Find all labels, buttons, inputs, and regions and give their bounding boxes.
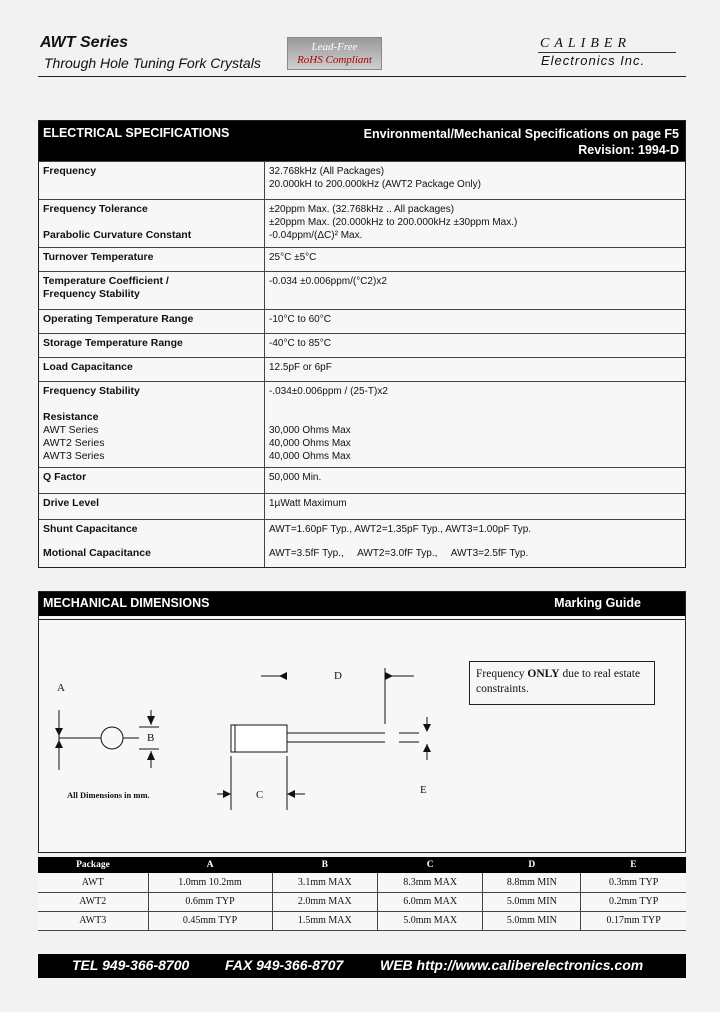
spec-label-line: Resistance [43, 411, 99, 423]
spec-label: Drive Level [39, 494, 265, 519]
cell-e: 0.2mm TYP [581, 892, 686, 911]
spec-label-line: Temperature Coefficient / [43, 275, 169, 287]
cell-c: 5.0mm MAX [377, 911, 482, 930]
marking-note-only: ONLY [527, 668, 560, 680]
spec-value: -40°C to 85°C [269, 338, 331, 349]
table-row [38, 911, 686, 930]
marking-guide-title: Marking Guide [554, 596, 641, 610]
cell-c: 8.3mm MAX [377, 873, 482, 892]
spec-value-line: AWT=1.60pF Typ., AWT2=1.35pF Typ., AWT3=1.00pF Typ. [269, 524, 532, 535]
dim-label-a: A [57, 682, 65, 694]
cell-d: 8.8mm MIN [483, 873, 581, 892]
mechanical-dimensions-panel [38, 591, 686, 853]
spec-row-load [39, 357, 685, 381]
cell-b: 3.1mm MAX [272, 873, 377, 892]
spec-row-drive [39, 493, 685, 519]
spec-label-line: Motional Capacitance [43, 547, 151, 559]
cell-a: 0.45mm TYP [148, 911, 272, 930]
all-dimensions-note: All Dimensions in mm. [67, 790, 150, 800]
spec-header-right [364, 126, 679, 158]
spec-row-turnover [39, 247, 685, 271]
spec-title: ELECTRICAL SPECIFICATIONS [43, 126, 230, 140]
dim-label-e: E [420, 784, 427, 796]
spec-value-line: -0.04ppm/(ΔC)² Max. [269, 230, 363, 241]
spec-value: 1µWatt Maximum [269, 498, 347, 509]
spec-header [39, 121, 685, 161]
footer-fax: FAX 949-366-8707 [225, 957, 344, 973]
brand-subtitle: Electronics Inc. [541, 53, 646, 68]
electrical-spec-table [38, 120, 686, 568]
dimension-header-row [38, 857, 686, 873]
spec-value [265, 520, 685, 567]
dim-label-d: D [334, 670, 342, 682]
spec-row-capacitance [39, 519, 685, 567]
cell-d: 5.0mm MIN [483, 892, 581, 911]
marking-note [469, 661, 655, 705]
badge-rohs: RoHS Compliant [297, 54, 372, 66]
spec-value [265, 200, 685, 247]
spec-value [265, 382, 685, 467]
rohs-badge [287, 37, 382, 70]
spec-value-line: 20.000kH to 200.000kHz (AWT2 Package Only) [269, 179, 481, 190]
contact-footer [38, 954, 686, 978]
spec-label-line: Parabolic Curvature Constant [43, 229, 192, 241]
cell-e: 0.17mm TYP [581, 911, 686, 930]
mech-title: MECHANICAL DIMENSIONS [43, 596, 210, 610]
table-row [38, 873, 686, 892]
spec-row-qfactor [39, 467, 685, 493]
spec-label-line: Frequency Tolerance [43, 203, 148, 215]
spec-value-line: 30,000 Ohms Max [269, 425, 351, 436]
spec-label: Storage Temperature Range [39, 334, 265, 357]
crystal-dimension-drawing [39, 620, 685, 853]
spec-value-line: ±20ppm Max. (32.768kHz .. All packages) [269, 204, 455, 215]
col-e: E [581, 857, 686, 873]
spec-label [39, 520, 265, 567]
brand-logo: CALIBER [540, 36, 631, 51]
spec-value [265, 162, 685, 199]
spec-value-line: 32.768kHz (All Packages) [269, 166, 385, 177]
cell-b: 2.0mm MAX [272, 892, 377, 911]
spec-value-line: AWT=3.5fF Typ., AWT2=3.0fF Typ., AWT3=2.5fF Typ. [269, 548, 529, 559]
spec-label-line: AWT Series [43, 424, 99, 436]
spec-row-optemp [39, 309, 685, 333]
revision: Revision: 1994-D [578, 143, 679, 157]
cell-e: 0.3mm TYP [581, 873, 686, 892]
spec-value-line: 40,000 Ohms Max [269, 438, 351, 449]
spec-label-line: Frequency Stability [43, 288, 140, 300]
spec-value: -0.034 ±0.006ppm/(°C2)x2 [269, 276, 387, 287]
dim-label-c: C [256, 789, 264, 801]
col-c: C [377, 857, 482, 873]
spec-value: 25°C ±5°C [269, 252, 317, 263]
header-divider [38, 76, 686, 77]
spec-value: 12.5pF or 6pF [269, 362, 332, 373]
spec-label: Frequency [39, 162, 265, 199]
spec-label-line: Frequency Stability [43, 385, 140, 397]
cell-b: 1.5mm MAX [272, 911, 377, 930]
footer-web[interactable]: WEB http://www.caliberelectronics.com [380, 957, 644, 973]
cell-d: 5.0mm MIN [483, 911, 581, 930]
dim-label-b: B [147, 732, 155, 744]
spec-value-line: ±20ppm Max. (20.000kHz to 200.000kHz ±30ppm Max.) [269, 217, 518, 228]
footer-tel: TEL 949-366-8700 [72, 957, 190, 973]
table-row [38, 892, 686, 911]
spec-label: Load Capacitance [39, 358, 265, 381]
marking-note-post: due to real estate constraints. [476, 668, 641, 695]
cell-package: AWT2 [38, 892, 148, 911]
cell-a: 0.6mm TYP [148, 892, 272, 911]
mech-header [39, 592, 685, 616]
col-b: B [272, 857, 377, 873]
spec-label [39, 382, 265, 467]
cell-package: AWT3 [38, 911, 148, 930]
spec-row-stability [39, 381, 685, 467]
spec-value: 50,000 Min. [269, 472, 322, 483]
spec-label: Turnover Temperature [39, 248, 265, 271]
mech-drawing-area [39, 619, 685, 852]
spec-value-line: 40,000 Ohms Max [269, 451, 351, 462]
col-a: A [148, 857, 272, 873]
cell-a: 1.0mm 10.2mm [148, 873, 272, 892]
package-dimension-table [38, 857, 686, 931]
cell-c: 6.0mm MAX [377, 892, 482, 911]
cell-package: AWT [38, 873, 148, 892]
col-package: Package [38, 857, 148, 873]
spec-value-line: -.034±0.006ppm / (25-T)x2 [269, 386, 388, 397]
series-title: AWT Series [40, 34, 129, 51]
spec-row-storage [39, 333, 685, 357]
series-subtitle: Through Hole Tuning Fork Crystals [44, 55, 261, 71]
badge-lead-free: Lead-Free [311, 41, 358, 53]
spec-label: Q Factor [39, 468, 265, 493]
spec-row-tempcoef [39, 271, 685, 309]
col-d: D [483, 857, 581, 873]
spec-label: Operating Temperature Range [39, 310, 265, 333]
spec-row-frequency [39, 161, 685, 199]
spec-label [39, 272, 265, 309]
marking-note-pre: Frequency [476, 668, 528, 680]
spec-value: -10°C to 60°C [269, 314, 331, 325]
env-note: Environmental/Mechanical Specifications on page F5 [363, 127, 679, 141]
spec-label-line: AWT2 Series [43, 437, 105, 449]
spec-row-tolerance [39, 199, 685, 247]
spec-label [39, 200, 265, 247]
spec-label-line: Shunt Capacitance [43, 523, 138, 535]
spec-label-line: AWT3 Series [43, 450, 105, 462]
